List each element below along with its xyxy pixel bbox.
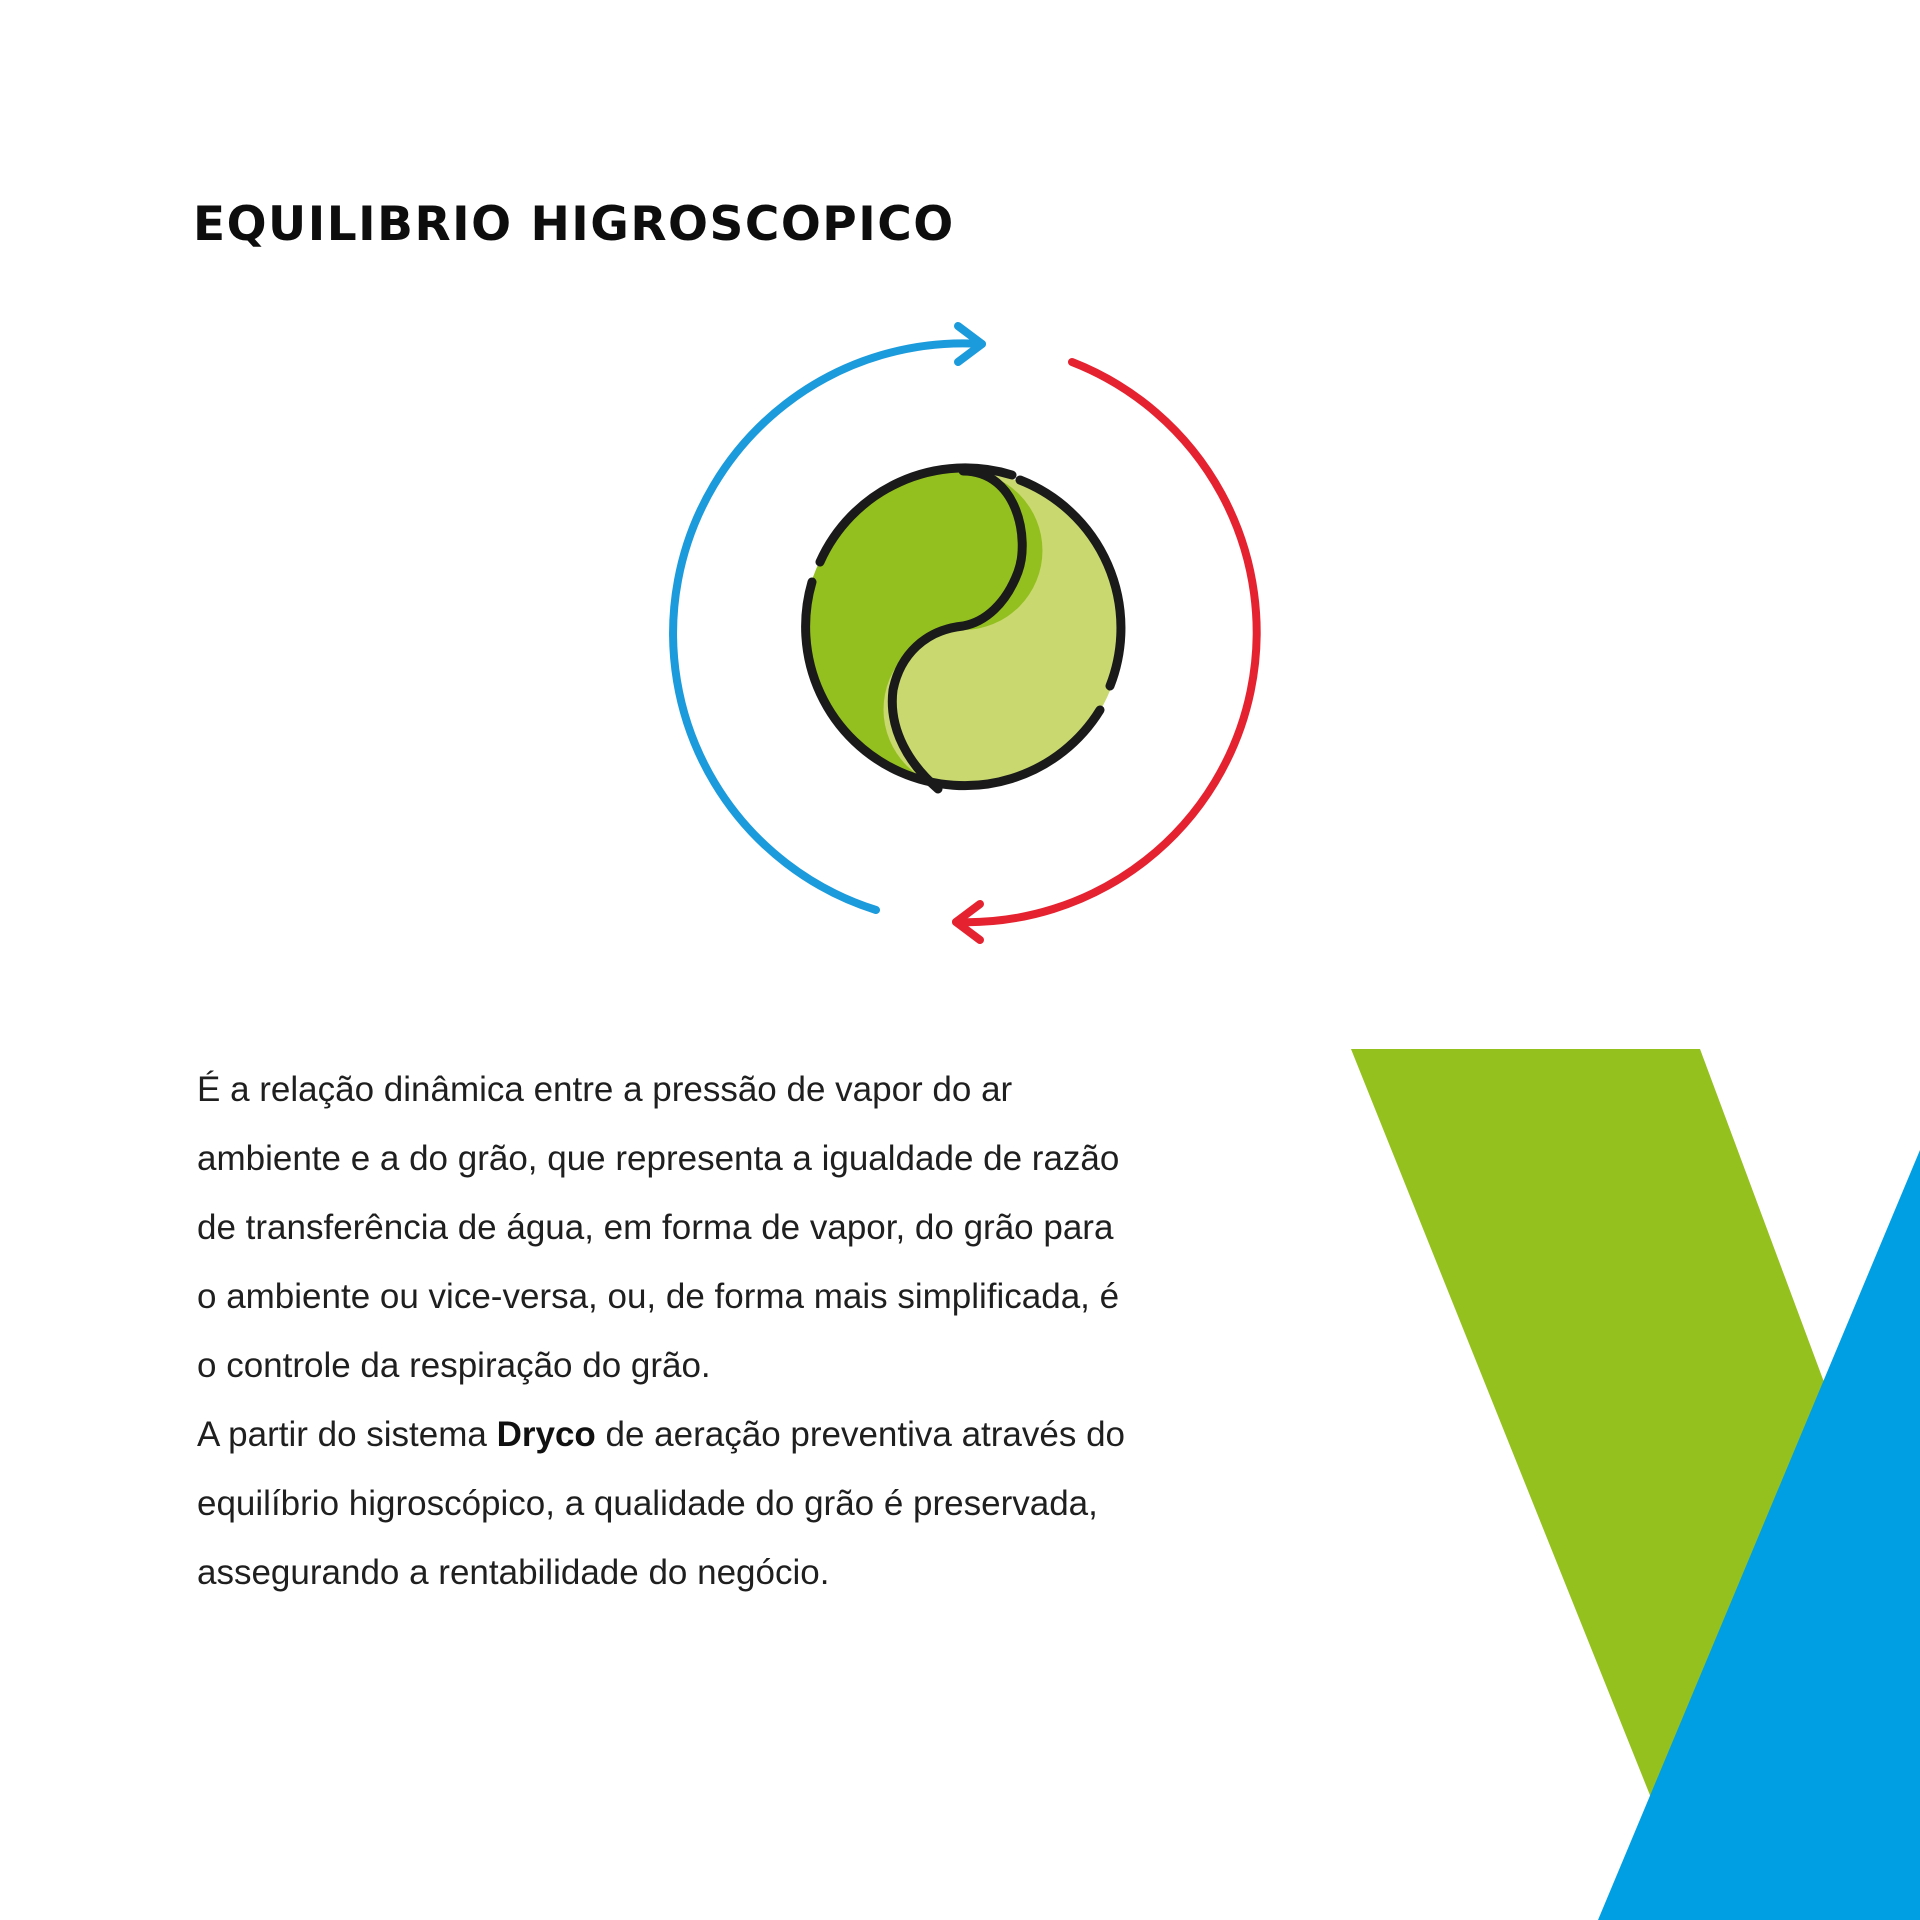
description-paragraph-2: [197, 1400, 1137, 1607]
blue-stripe: [1598, 1150, 1920, 1920]
text-segment: A partir do sistema: [197, 1415, 497, 1454]
green-stripe: [1351, 1049, 1920, 1920]
brand-name: Dryco: [496, 1415, 596, 1454]
page-title: EQUILIBRIO HIGROSCOPICO: [193, 197, 955, 252]
description-paragraph-1: É a relação dinâmica entre a pressão de vapor do ar ambiente e a do grão, que representa a igualdade de razão de transferência de água, em forma de vapor, do grão para o ambiente ou vice-versa, ou, de forma mais simplificada, é o controle da respiração do grão.: [197, 1070, 1120, 1385]
hygroscopic-cycle-graphic: [640, 310, 1280, 950]
yin-yang-grain-icon: [804, 468, 1122, 789]
description-text: [197, 1055, 1137, 1607]
text-segment: de aeração preventiva através do equilíbrio higroscópico, a qualidade do grão é preservada, assegurando a rentabilidade do negócio.: [197, 1415, 1126, 1592]
